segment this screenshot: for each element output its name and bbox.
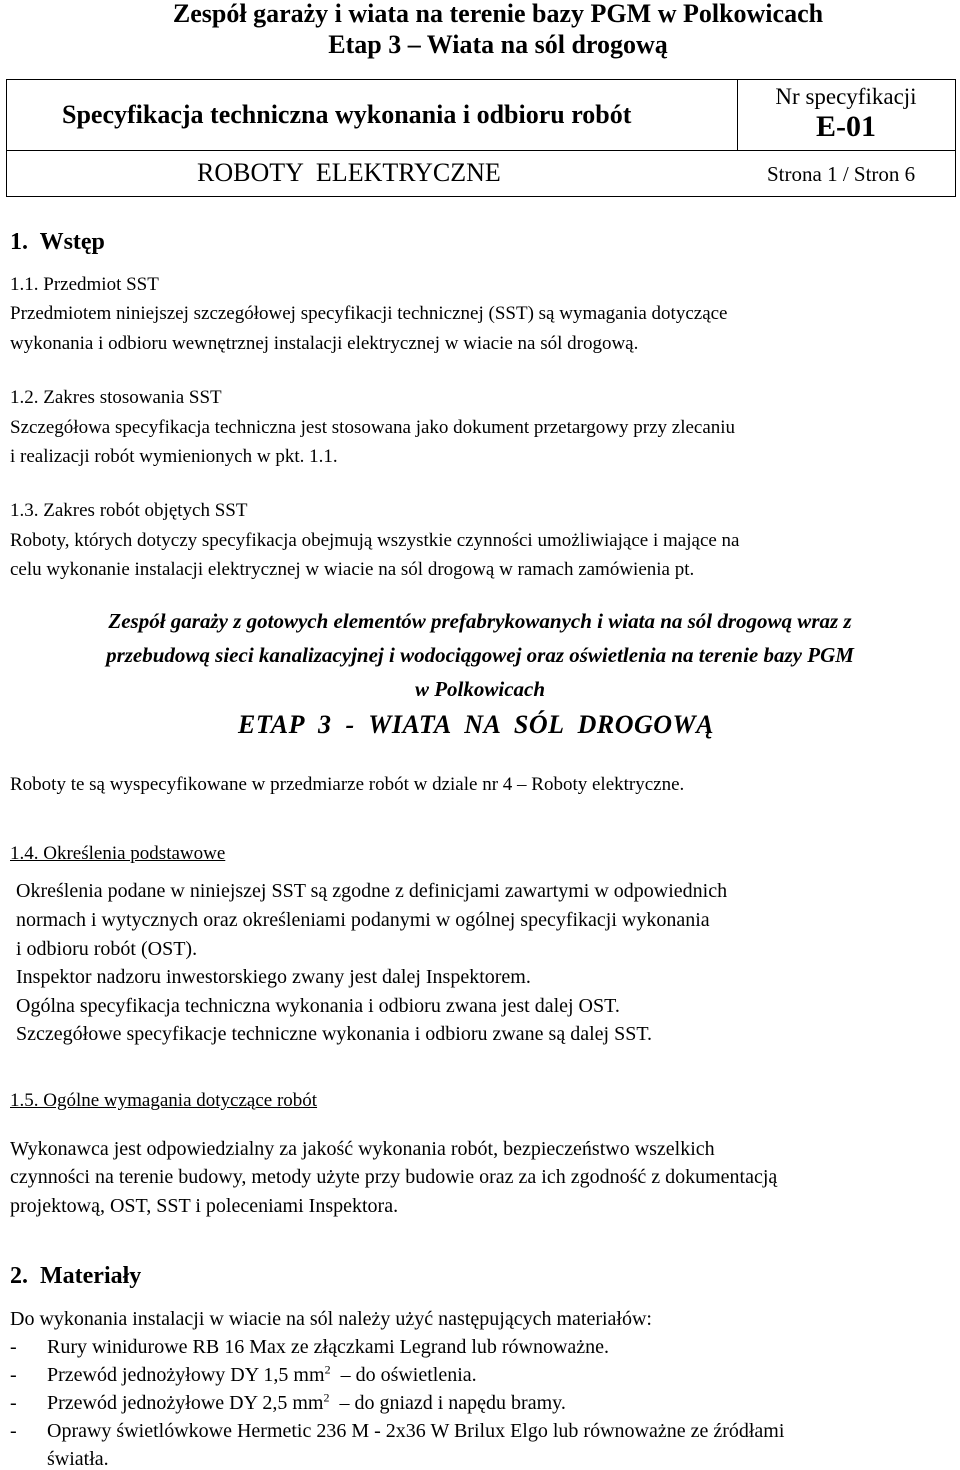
superscript: 2 <box>324 1362 331 1377</box>
subsection-1-5-title: 1.5. Ogólne wymagania dotyczące robót <box>10 1090 318 1111</box>
document-title: Zespół garaży i wiata na terenie bazy PGM w Polkowicach <box>172 0 824 28</box>
spec-title: Specyfikacja techniczna wykonania i odbioru robót <box>62 100 632 129</box>
project-name-line: w Polkowicach <box>414 677 546 701</box>
list-item-continuation: światła. <box>47 1448 109 1470</box>
project-stage: ETAP 3 - WIATA NA SÓL DROGOWĄ <box>238 710 714 739</box>
paragraph-line: Do wykonania instalacji w wiacie na sól należy użyć następujących materiałów: <box>10 1308 652 1330</box>
spec-header-table <box>6 79 956 197</box>
list-bullet: - <box>10 1364 17 1386</box>
paragraph-line: Inspektor nadzoru inwestorskiego zwany jest dalej Inspektorem. <box>16 966 531 988</box>
list-item <box>10 1390 566 1414</box>
paragraph-line: Szczegółowe specyfikacje techniczne wykonania i odbioru zwane są dalej SST. <box>16 1023 653 1045</box>
page-info: Strona 1 / Stron 6 <box>767 162 916 186</box>
list-item-text: Przewód jednożyłowy DY 1,5 mm <box>47 1364 325 1386</box>
list-bullet: - <box>10 1420 17 1442</box>
paragraph-line: Przedmiotem niniejszej szczegółowej specyfikacji technicznej (SST) są wymagania dotyczące <box>10 303 728 324</box>
works-type: ROBOTY ELEKTRYCZNE <box>197 158 501 187</box>
paragraph-line: Wykonawca jest odpowiedzialny za jakość wykonania robót, bezpieczeństwo wszelkich <box>10 1138 715 1160</box>
list-item <box>10 1336 610 1358</box>
section-1-heading: 1. Wstęp <box>10 229 105 255</box>
section-2-heading: 2. Materiały <box>10 1263 142 1289</box>
paragraph-line: Roboty te są wyspecyfikowane w przedmiarze robót w dziale nr 4 – Roboty elektryczne. <box>10 774 685 795</box>
paragraph-line: normach i wytycznych oraz określeniami podanymi w ogólnej specyfikacji wykonania <box>16 909 710 931</box>
paragraph-line: celu wykonanie instalacji elektrycznej w wiacie na sól drogową w ramach zamówienia pt. <box>10 559 695 580</box>
paragraph-line: czynności na terenie budowy, metody użyte przy budowie oraz za ich zgodność z dokumentacją <box>10 1166 778 1188</box>
header-divider-horizontal <box>7 150 955 151</box>
list-item-text: Przewód jednożyłowe DY 2,5 mm <box>47 1392 324 1414</box>
subsection-1-3-title: 1.3. Zakres robót objętych SST <box>10 500 248 521</box>
spec-number-label: Nr specyfikacji <box>775 84 917 109</box>
paragraph-line: Ogólna specyfikacja techniczna wykonania i odbioru zwana jest dalej OST. <box>16 995 620 1017</box>
document-subtitle: Etap 3 – Wiata na sól drogową <box>328 30 668 59</box>
superscript: 2 <box>323 1390 330 1405</box>
paragraph-line: i odbioru robót (OST). <box>16 938 198 960</box>
list-item <box>10 1420 785 1442</box>
list-item <box>10 1362 477 1386</box>
subsection-1-4-title: 1.4. Określenia podstawowe <box>10 843 226 864</box>
project-name-line: Zespół garaży z gotowych elementów prefabrykowanych i wiata na sól drogową wraz z <box>108 609 852 633</box>
list-item-text: Rury winidurowe RB 16 Max ze złączkami Legrand lub równoważne. <box>47 1336 610 1358</box>
project-name-line: przebudową sieci kanalizacyjnej i wodociągowej oraz oświetlenia na terenie bazy PGM <box>106 643 854 667</box>
subsection-1-1-title: 1.1. Przedmiot SST <box>10 274 159 295</box>
list-bullet: - <box>10 1336 17 1358</box>
list-item-text: – do gniazd i napędu bramy. <box>329 1392 566 1414</box>
paragraph-line: wykonania i odbioru wewnętrznej instalacji elektrycznej w wiacie na sól drogową. <box>10 333 639 354</box>
list-bullet: - <box>10 1392 17 1414</box>
paragraph-line: i realizacji robót wymienionych w pkt. 1.1. <box>10 446 338 467</box>
subsection-1-2-title: 1.2. Zakres stosowania SST <box>10 387 222 408</box>
paragraph-line: projektową, OST, SST i poleceniami Inspektora. <box>10 1195 399 1217</box>
list-item-text: – do oświetlenia. <box>330 1364 477 1386</box>
spec-number: E-01 <box>816 110 876 143</box>
paragraph-line: Szczegółowa specyfikacja techniczna jest stosowana jako dokument przetargowy przy zlecaniu <box>10 417 736 438</box>
paragraph-line: Roboty, których dotyczy specyfikacja obejmują wszystkie czynności umożliwiające i mające na <box>10 530 740 551</box>
paragraph-line: Określenia podane w niniejszej SST są zgodne z definicjami zawartymi w odpowiednich <box>16 880 728 902</box>
list-item-text: Oprawy świetlówkowe Hermetic 236 M - 2x36 W Brilux Elgo lub równoważne ze źródłami <box>47 1420 785 1442</box>
